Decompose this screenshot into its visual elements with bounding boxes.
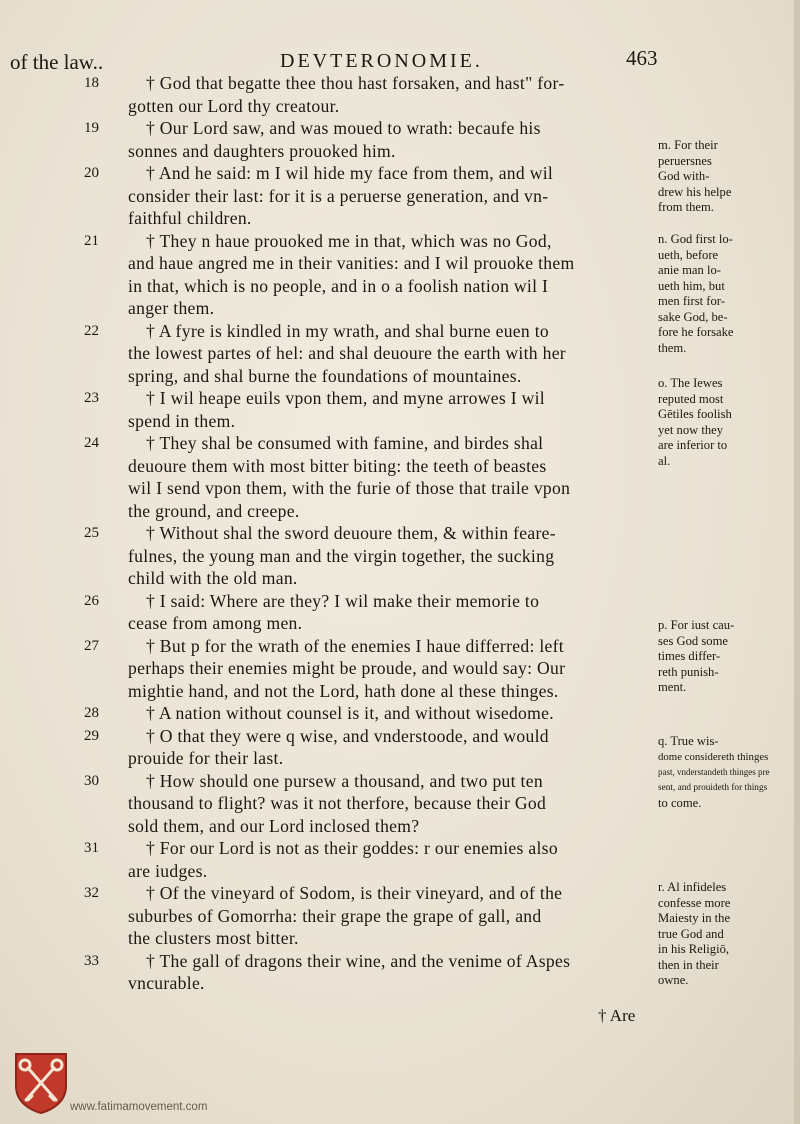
- verse-line: † But p for the wrath of the enemies I haue differred: left: [146, 635, 564, 656]
- verse: [70, 635, 658, 703]
- verse-line: fulnes, the young man and the virgin together, the sucking: [128, 545, 555, 566]
- verse-line: in that, which is no people, and in o a foolish nation wil I: [128, 275, 549, 296]
- crossed-keys-shield-icon: [14, 1052, 68, 1114]
- verse-number: 28: [84, 705, 99, 721]
- verse-line: and haue angred me in their vanities: and I wil prouoke them: [128, 253, 575, 273]
- margin-note-line: men first for-: [658, 294, 725, 308]
- margin-note-line: al.: [658, 453, 671, 468]
- verse-line: the lowest partes of hel: and shal deuoure the earth with her: [128, 343, 566, 363]
- margin-note-line: sake God, be-: [658, 309, 728, 324]
- verse-line: thousand to flight? was it not therfore, because their God: [128, 793, 547, 813]
- verse-number: 29: [84, 727, 99, 744]
- verse: [70, 882, 658, 950]
- verse-line: † Of the vineyard of Sodom, is their vineyard, and of the: [146, 883, 563, 903]
- verse: [70, 725, 658, 770]
- verse-line: sold them, and our Lord inclosed them?: [128, 815, 420, 836]
- verse-line: † For our Lord is not as their goddes: r our enemies also: [146, 838, 558, 858]
- verse-line: vncurable.: [128, 973, 205, 993]
- margin-note-line: o. The Iewes: [658, 376, 723, 390]
- verse-line: † The gall of dragons their wine, and the venime of Aspes: [146, 950, 571, 971]
- verse-line: anger them.: [128, 298, 215, 318]
- verse-line: consider their last: for it is a peruerse generation, and vn-: [128, 185, 549, 206]
- margin-note-line: then in their: [658, 957, 719, 972]
- verse-number: 26: [84, 592, 99, 609]
- margin-note-line: God with-: [658, 169, 710, 183]
- margin-note-line: them.: [658, 340, 687, 355]
- margin-note-line: m. For their: [658, 138, 718, 152]
- verse-line: † God that begatte thee thou hast forsaken, and hast" for-: [146, 73, 565, 93]
- verse: [70, 950, 658, 995]
- scripture-text: [70, 72, 658, 995]
- verse: [70, 770, 658, 838]
- verse-number: 31: [84, 840, 99, 856]
- margin-note-line: ueth, before: [658, 247, 719, 262]
- margin-note-line: peruersnes: [658, 153, 712, 168]
- page-number: 463: [626, 46, 658, 70]
- catchword: † Are: [598, 1006, 636, 1025]
- verse-line: cease from among men.: [128, 613, 303, 633]
- margin-note-line: p. For iust cau-: [658, 618, 735, 632]
- verse: [70, 837, 658, 882]
- verse-number: 27: [84, 637, 99, 654]
- verse: [70, 522, 658, 590]
- verse-number: 21: [84, 232, 99, 249]
- margin-note-line: in his Religiō,: [658, 942, 730, 956]
- verse: [70, 432, 658, 522]
- verse-line: spend in them.: [128, 410, 236, 431]
- verse: [70, 162, 658, 230]
- margin-note-line: yet now they: [658, 422, 724, 437]
- margin-note-line: confesse more: [658, 895, 731, 910]
- margin-note-line: dome considereth thinges: [658, 750, 769, 763]
- verse-line: † How should one pursew a thousand, and two put ten: [146, 770, 543, 791]
- verse-line: child with the old man.: [128, 568, 298, 588]
- verse-line: sonnes and daughters prouoked him.: [128, 140, 396, 161]
- verse: [70, 387, 658, 432]
- verse-number: 22: [84, 322, 99, 339]
- margin-note-line: ses God some: [658, 633, 728, 648]
- verse-line: wil I send vpon them, with the furie of those that traile vpon: [128, 478, 571, 498]
- verse-line: † O that they were q wise, and vnderstoode, and would: [146, 725, 549, 746]
- verse: [70, 702, 658, 725]
- margin-note-line: Gētiles foolish: [658, 407, 732, 421]
- verse-line: faithful children.: [128, 208, 252, 228]
- margin-note-line: ment.: [658, 680, 687, 694]
- margin-note-line: past, vnderstandeth thinges pre: [658, 767, 770, 777]
- verse-number: 20: [84, 165, 99, 181]
- verse-line: mightie hand, and not the Lord, hath done al these thinges.: [128, 680, 559, 701]
- verse: [70, 230, 658, 320]
- running-head-left: of the law..: [10, 50, 104, 74]
- margin-note-line: reth punish-: [658, 664, 719, 679]
- verse-line: † Without shal the sword deuoure them, & within feare-: [146, 523, 556, 543]
- margin-note-line: r. Al infideles: [658, 880, 727, 894]
- verse-number: 33: [84, 952, 99, 969]
- margin-note-line: from them.: [658, 200, 714, 214]
- page-edge: [794, 0, 800, 1124]
- margin-note-line: true God and: [658, 926, 724, 941]
- verse-line: the ground, and creepe.: [128, 500, 300, 521]
- verse-line: are iudges.: [128, 860, 208, 881]
- verse-line: † I said: Where are they? I wil make their memorie to: [146, 590, 540, 611]
- verse-line: † They shal be consumed with famine, and birdes shal: [146, 433, 544, 453]
- verse-number: 19: [84, 120, 99, 136]
- verse-line: suburbes of Gomorrha: their grape the grape of gall, and: [128, 905, 542, 926]
- verse: [70, 590, 658, 635]
- margin-note-line: q. True wis-: [658, 734, 719, 748]
- verse-number: 32: [84, 885, 99, 901]
- book-title: DEVTERONOMIE.: [280, 50, 483, 72]
- verse-number: 23: [84, 390, 99, 406]
- margin-note-line: ueth him, but: [658, 278, 725, 293]
- verse-line: perhaps their enemies might be proude, and would say: Our: [128, 658, 566, 678]
- margin-note-line: sent, and prouideth for things: [658, 782, 768, 793]
- verse: [70, 320, 658, 388]
- margin-note-line: anie man lo-: [658, 263, 721, 277]
- verse-line: † And he said: m I wil hide my face from them, and wil: [146, 163, 554, 183]
- margin-note-line: Maiesty in the: [658, 911, 731, 925]
- verse-line: gotten our Lord thy creatour.: [128, 95, 340, 116]
- margin-note-line: drew his helpe: [658, 184, 732, 199]
- verse-line: prouide for their last.: [128, 748, 284, 768]
- verse: [70, 117, 658, 162]
- verse-line: spring, and shal burne the foundations of mountaines.: [128, 365, 522, 386]
- verse-line: † They n haue prouoked me in that, which was no God,: [146, 230, 552, 251]
- margin-note-line: fore he forsake: [658, 325, 734, 339]
- margin-note-line: times differ-: [658, 649, 721, 663]
- verse-line: † I wil heape euils vpon them, and myne arrowes I wil: [146, 388, 545, 408]
- margin-note-line: reputed most: [658, 391, 724, 406]
- margin-note-line: are inferior to: [658, 438, 728, 452]
- verse-number: 18: [84, 75, 99, 91]
- footer-url[interactable]: www.fatimamovement.com: [70, 1101, 208, 1113]
- verse: [70, 72, 658, 117]
- verse-line: † A nation without counsel is it, and without wisedome.: [146, 703, 554, 723]
- verse-line: deuoure them with most bitter biting: the teeth of beastes: [128, 455, 547, 476]
- verse-line: † Our Lord saw, and was moued to wrath: becaufe his: [146, 118, 541, 138]
- margin-note-line: owne.: [658, 973, 689, 987]
- verse-number: 30: [84, 772, 99, 789]
- margin-note-line: n. God first lo-: [658, 232, 733, 246]
- margin-note-line: to come.: [658, 796, 702, 810]
- verse-line: † A fyre is kindled in my wrath, and shal burne euen to: [146, 320, 549, 341]
- verse-line: the clusters most bitter.: [128, 928, 299, 948]
- verse-number: 25: [84, 525, 99, 541]
- verse-number: 24: [84, 435, 99, 451]
